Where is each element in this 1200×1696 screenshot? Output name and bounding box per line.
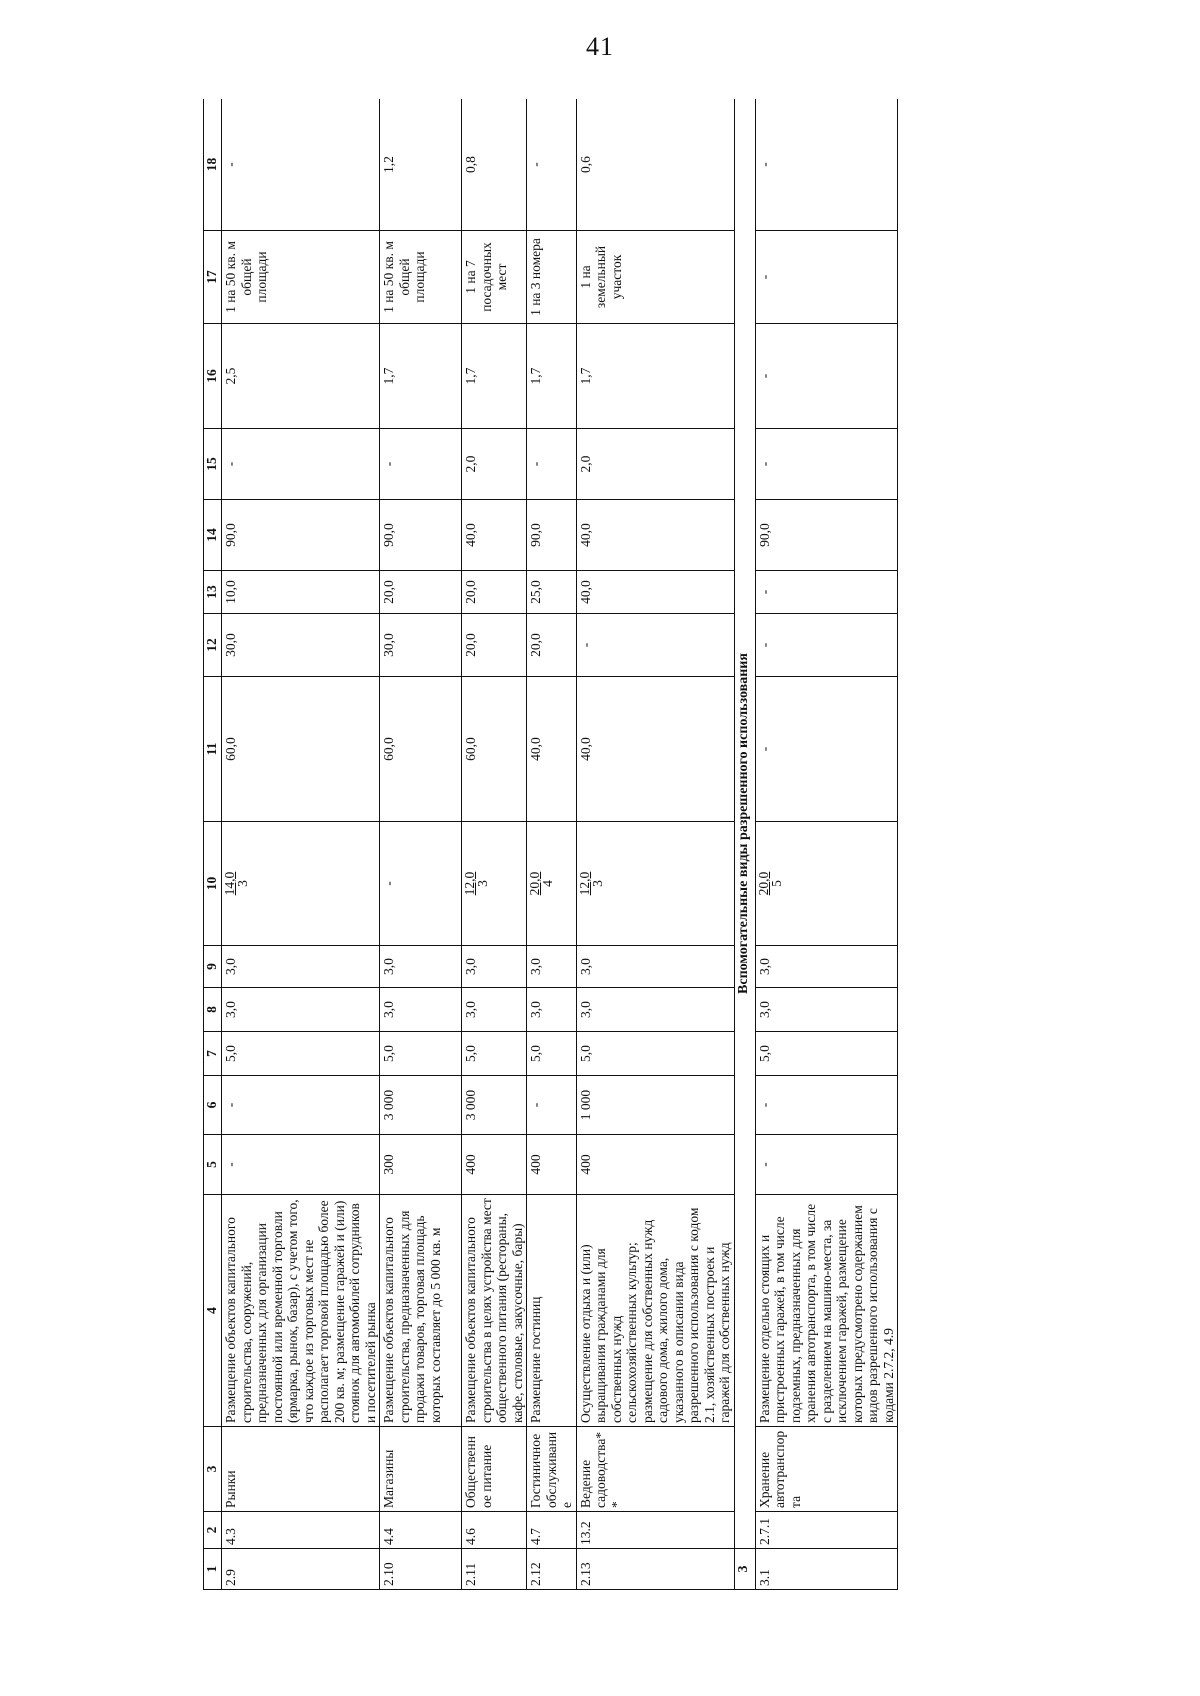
- cell-use-type-name: Ведение садоводства**: [576, 1427, 734, 1512]
- cell-row-number: 2.9: [222, 1549, 380, 1590]
- cell-use-type-description: Размещение объектов капитального строительства, предназначенных для продажи товаров, торговая площадь которых составляет до 5 000 кв. м: [380, 1195, 462, 1427]
- cell-param-15: -: [527, 429, 577, 500]
- cell-min-landscaping-percent: -: [576, 614, 734, 677]
- cell-param-15: -: [755, 429, 898, 500]
- fraction-denominator: 4: [540, 880, 555, 887]
- cell-max-height-floors: [462, 822, 527, 946]
- column-header: 10: [204, 822, 222, 946]
- column-header: 15: [204, 429, 222, 500]
- fraction-denominator: 3: [589, 880, 605, 887]
- cell-min-plot-area: -: [222, 1135, 380, 1195]
- cell-max-plot-area: 1 000: [576, 1076, 734, 1135]
- cell-setback-side: 3,0: [576, 988, 734, 1032]
- cell-setback-front: 5,0: [462, 1032, 527, 1076]
- height-fraction: [463, 872, 489, 896]
- table-row: [576, 99, 734, 1590]
- column-header: 9: [204, 946, 222, 988]
- cell-min-plot-area: 400: [462, 1135, 527, 1195]
- cell-parking-norm: -: [755, 231, 898, 324]
- cell-parking-norm: 1 на 3 номера: [527, 231, 577, 324]
- cell-parking-norm: 1 на 7 посадочных мест: [462, 231, 527, 324]
- cell-parking-norm: 1 на 50 кв. м общей площади: [380, 231, 462, 324]
- cell-setback-rear: 3,0: [222, 946, 380, 988]
- cell-param-18: 0,6: [576, 99, 734, 231]
- fraction-denominator: 5: [768, 880, 784, 887]
- cell-use-type-name: Рынки: [222, 1427, 380, 1512]
- cell-param-13: 20,0: [380, 571, 462, 614]
- fraction-numerator: 20,0: [527, 871, 542, 896]
- cell-max-coverage-percent: 60,0: [380, 677, 462, 822]
- cell-classifier-code: 4.6: [462, 1512, 527, 1549]
- cell-row-number: 2.12: [527, 1549, 577, 1590]
- cell-classifier-code: 4.4: [380, 1512, 462, 1549]
- height-fraction: [223, 872, 249, 896]
- cell-param-15: -: [380, 429, 462, 500]
- cell-max-height-floors: [755, 822, 898, 946]
- cell-param-14: 40,0: [576, 500, 734, 571]
- cell-param-16: 1,7: [462, 324, 527, 429]
- cell-param-18: -: [527, 99, 577, 231]
- cell-setback-rear: 3,0: [380, 946, 462, 988]
- cell-param-14: 90,0: [527, 500, 577, 571]
- cell-use-type-name: Магазины: [380, 1427, 462, 1512]
- section-title: Вспомогательные виды разрешенного использования: [734, 99, 755, 1549]
- cell-param-16: 1,7: [576, 324, 734, 429]
- column-header: 4: [204, 1195, 222, 1427]
- cell-max-coverage-percent: 40,0: [527, 677, 577, 822]
- cell-use-type-description: Размещение отдельно стоящих и пристроенных гаражей, в том числе подземных, предназначенных для хранения автотранспорта, в том числе с разделением на машино-места, за исключением гаражей, размещение которых предусмотрено содержанием видов разрешенного использования с кодами 2.7.2, 4.9: [755, 1195, 898, 1427]
- height-fraction: [757, 872, 783, 896]
- cell-param-14: 40,0: [462, 500, 527, 571]
- cell-max-plot-area: 3 000: [380, 1076, 462, 1135]
- column-header: 13: [204, 571, 222, 614]
- cell-max-plot-area: -: [755, 1076, 898, 1135]
- cell-setback-front: 5,0: [222, 1032, 380, 1076]
- cell-row-number: 3.1: [755, 1549, 898, 1590]
- fraction-numerator: 12,0: [462, 871, 477, 896]
- table-row: [380, 99, 462, 1590]
- cell-param-18: 1,2: [380, 99, 462, 231]
- column-header: 16: [204, 324, 222, 429]
- column-header: 7: [204, 1032, 222, 1076]
- cell-min-landscaping-percent: 20,0: [462, 614, 527, 677]
- cell-row-number: 2.11: [462, 1549, 527, 1590]
- cell-classifier-code: 4.7: [527, 1512, 577, 1549]
- cell-min-plot-area: -: [755, 1135, 898, 1195]
- cell-use-type-description: Осуществление отдыха и (или) выращивания гражданами для собственных нужд сельскохозяйственных культур; размещение для собственных нужд садового дома, жилого дома, указанного в описании вида разрешенного использования с кодом 2.1, хозяйственных построек и гаражей для собственных нужд: [576, 1195, 734, 1427]
- column-header: 5: [204, 1135, 222, 1195]
- cell-classifier-code: 13.2: [576, 1512, 734, 1549]
- cell-use-type-name: Хранение автотранспорта: [755, 1427, 898, 1512]
- column-header: 1: [204, 1549, 222, 1590]
- cell-param-15: 2,0: [462, 429, 527, 500]
- fraction-denominator: 3: [235, 880, 250, 887]
- cell-classifier-code: 4.3: [222, 1512, 380, 1549]
- section-header-row: [734, 99, 755, 1590]
- cell-setback-front: 5,0: [380, 1032, 462, 1076]
- cell-use-type-description: Размещение объектов капитального строительства в целях устройства мест общественного питания (рестораны, кафе, столовые, закусочные, бары): [462, 1195, 527, 1427]
- cell-param-13: 40,0: [576, 571, 734, 614]
- cell-param-16: 1,7: [527, 324, 577, 429]
- cell-min-landscaping-percent: 30,0: [380, 614, 462, 677]
- table-row: [462, 99, 527, 1590]
- rotated-table-sheet: [203, 99, 1043, 1590]
- cell-setback-rear: 3,0: [527, 946, 577, 988]
- cell-use-type-description: Размещение гостиниц: [527, 1195, 577, 1427]
- column-header: 14: [204, 500, 222, 571]
- cell-min-landscaping-percent: -: [755, 614, 898, 677]
- cell-max-height-floors: [222, 822, 380, 946]
- fraction-numerator: 12,0: [576, 871, 592, 896]
- cell-min-landscaping-percent: 30,0: [222, 614, 380, 677]
- height-fraction: [528, 872, 554, 896]
- cell-max-coverage-percent: -: [755, 677, 898, 822]
- column-header: 11: [204, 677, 222, 822]
- cell-param-14: 90,0: [380, 500, 462, 571]
- column-header: 12: [204, 614, 222, 677]
- cell-setback-front: 5,0: [576, 1032, 734, 1076]
- cell-max-plot-area: -: [527, 1076, 577, 1135]
- cell-setback-rear: 3,0: [755, 946, 898, 988]
- section-number: 3: [734, 1549, 755, 1590]
- cell-param-16: 1,7: [380, 324, 462, 429]
- page-number: 41: [586, 32, 614, 61]
- fraction-numerator: 14,0: [222, 871, 237, 896]
- cell-setback-front: 5,0: [527, 1032, 577, 1076]
- cell-row-number: 2.10: [380, 1549, 462, 1590]
- cell-max-coverage-percent: 60,0: [462, 677, 527, 822]
- cell-min-plot-area: 400: [576, 1135, 734, 1195]
- cell-param-13: 20,0: [462, 571, 527, 614]
- cell-min-plot-area: 400: [527, 1135, 577, 1195]
- cell-setback-rear: 3,0: [462, 946, 527, 988]
- column-header: 2: [204, 1512, 222, 1549]
- column-header: 8: [204, 988, 222, 1032]
- cell-parking-norm: 1 на 50 кв. м общей площади: [222, 231, 380, 324]
- zoning-parameters-table: [203, 99, 898, 1590]
- height-fraction: [578, 872, 604, 896]
- table-row: [755, 99, 898, 1590]
- cell-row-number: 2.13: [576, 1549, 734, 1590]
- table-row: [222, 99, 380, 1590]
- cell-param-14: 90,0: [755, 500, 898, 571]
- cell-param-18: -: [755, 99, 898, 231]
- cell-setback-rear: 3,0: [576, 946, 734, 988]
- cell-setback-front: 5,0: [755, 1032, 898, 1076]
- cell-param-15: 2,0: [576, 429, 734, 500]
- cell-setback-side: 3,0: [755, 988, 898, 1032]
- cell-max-plot-area: 3 000: [462, 1076, 527, 1135]
- cell-param-15: -: [222, 429, 380, 500]
- cell-param-18: -: [222, 99, 380, 231]
- table-rotation-frame: [203, 99, 1043, 1590]
- cell-setback-side: 3,0: [527, 988, 577, 1032]
- table-body: [204, 99, 898, 1590]
- column-header: 17: [204, 231, 222, 324]
- cell-use-type-description: Размещение объектов капитального строительства, сооружений, предназначенных для организации постоянной или временной торговли (ярмарка, рынок, базар), с учетом того, что каждое из торговых мест не располагает торговой площадью более 200 кв. м; размещение гаражей и (или) стоянок для автомобилей сотрудников и посетителей рынка: [222, 1195, 380, 1427]
- cell-classifier-code: 2.7.1: [755, 1512, 898, 1549]
- cell-max-plot-area: -: [222, 1076, 380, 1135]
- cell-max-height-floors: -: [380, 822, 462, 946]
- cell-param-13: -: [755, 571, 898, 614]
- column-header: 6: [204, 1076, 222, 1135]
- cell-parking-norm: 1 на земельный участок: [576, 231, 734, 324]
- cell-max-coverage-percent: 40,0: [576, 677, 734, 822]
- cell-use-type-name: Общественное питание: [462, 1427, 527, 1512]
- cell-max-height-floors: [576, 822, 734, 946]
- cell-setback-side: 3,0: [380, 988, 462, 1032]
- cell-max-coverage-percent: 60,0: [222, 677, 380, 822]
- cell-use-type-name: Гостиничное обслуживание: [527, 1427, 577, 1512]
- cell-max-height-floors: [527, 822, 577, 946]
- cell-min-plot-area: 300: [380, 1135, 462, 1195]
- cell-setback-side: 3,0: [222, 988, 380, 1032]
- cell-param-14: 90,0: [222, 500, 380, 571]
- cell-param-13: 10,0: [222, 571, 380, 614]
- column-number-row: [204, 99, 222, 1590]
- cell-min-landscaping-percent: 20,0: [527, 614, 577, 677]
- cell-setback-side: 3,0: [462, 988, 527, 1032]
- cell-param-13: 25,0: [527, 571, 577, 614]
- cell-param-16: 2,5: [222, 324, 380, 429]
- column-header: 3: [204, 1427, 222, 1512]
- fraction-denominator: 3: [475, 880, 490, 887]
- table-row: [527, 99, 577, 1590]
- cell-param-16: -: [755, 324, 898, 429]
- cell-param-18: 0,8: [462, 99, 527, 231]
- fraction-numerator: 20,0: [755, 871, 771, 896]
- column-header: 18: [204, 99, 222, 231]
